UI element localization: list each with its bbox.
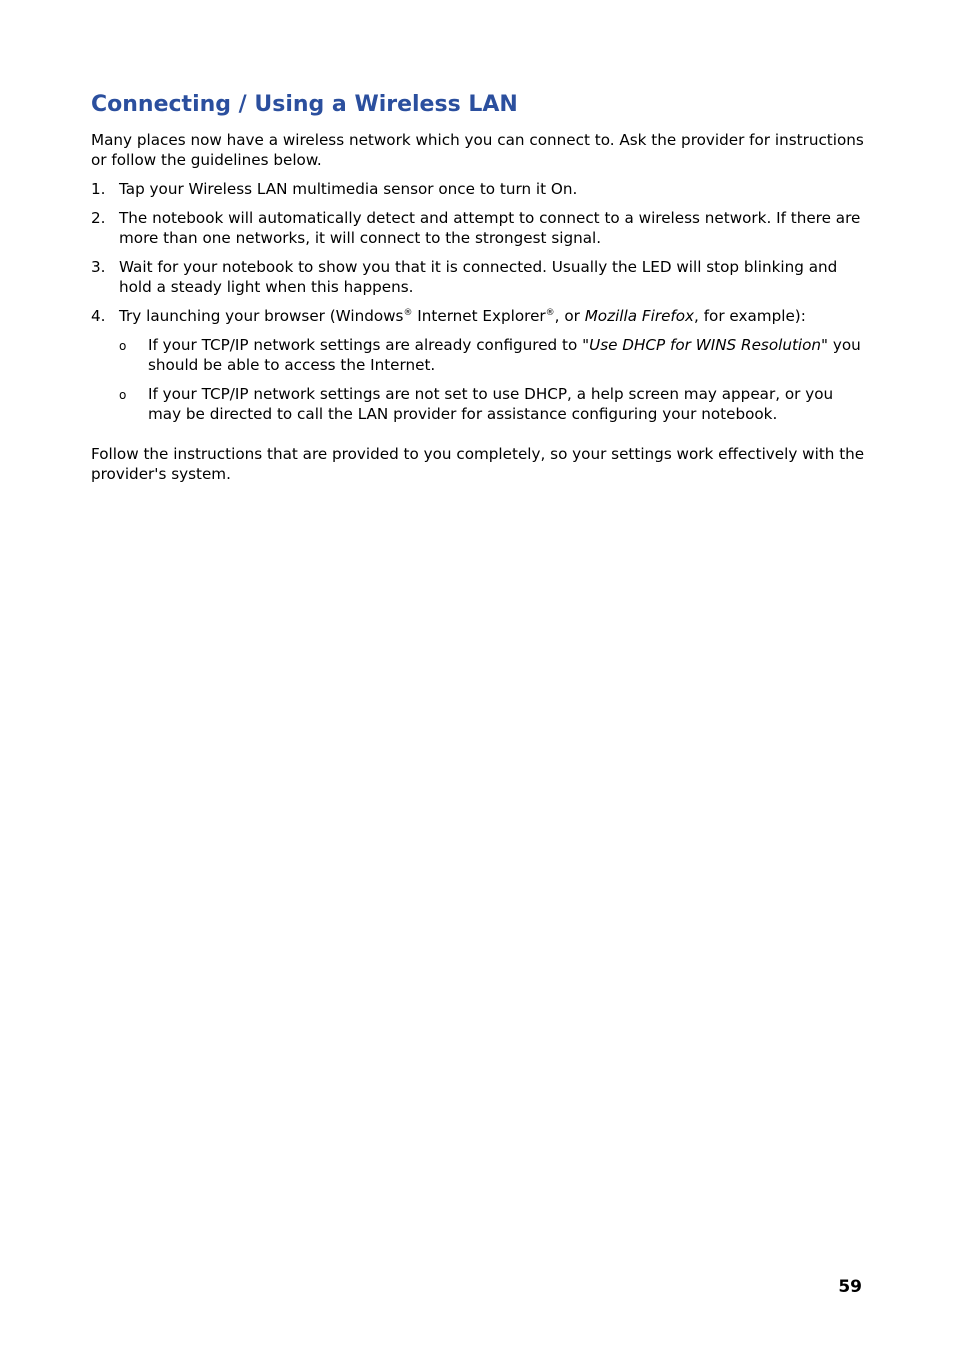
list-item-step-3 — [91, 257, 866, 297]
registered-mark: ® — [545, 307, 555, 318]
step-text: Wait for your notebook to show you that it is connected. Usually the LED will stop blinking and hold a steady light when this happens. — [119, 258, 838, 296]
steps-list — [91, 179, 866, 424]
step-number: 1. — [91, 180, 106, 198]
list-item-substep-2 — [119, 384, 866, 424]
list-item-step-1 — [91, 179, 866, 199]
step-text-part: , for example): — [694, 307, 806, 325]
list-item-step-2 — [91, 208, 866, 248]
substeps-list — [119, 335, 866, 424]
step-text-part: , or — [554, 307, 585, 325]
list-item-step-4 — [91, 306, 866, 424]
section-heading: Connecting / Using a Wireless LAN — [91, 92, 518, 117]
hollow-bullet-icon: o — [119, 388, 127, 402]
step-text — [119, 307, 806, 325]
step-number: 2. — [91, 209, 106, 227]
setting-name-emphasis: "Use DHCP for WINS Resolution" — [582, 336, 829, 354]
substep-text-part: If your TCP/IP network settings are already configured to — [148, 336, 583, 354]
page-number: 59 — [838, 1277, 862, 1297]
substep-text: If your TCP/IP network settings are not set to use DHCP, a help screen may appear, or you may be directed to call the LAN provider for assistance configuring your notebook. — [148, 385, 834, 423]
document-page — [91, 90, 866, 484]
step-number: 3. — [91, 258, 106, 276]
list-item-substep-1 — [119, 335, 866, 375]
step-text: Tap your Wireless LAN multimedia sensor once to turn it On. — [119, 180, 578, 198]
substep-text — [148, 336, 861, 374]
browser-name-emphasis: Mozilla Firefox — [584, 307, 695, 325]
step-text-part: Internet Explorer — [412, 307, 546, 325]
substep-text-part: you should be able to access the Internet. — [148, 336, 861, 374]
step-text: The notebook will automatically detect and attempt to connect to a wireless network. If there are more than one networks, it will connect to the strongest signal. — [119, 209, 861, 247]
step-number: 4. — [91, 307, 106, 325]
closing-paragraph: Follow the instructions that are provided to you completely, so your settings work effectively with the provider's system. — [91, 445, 865, 483]
step-text-part: Try launching your browser (Windows — [119, 307, 404, 325]
registered-mark: ® — [403, 307, 413, 318]
intro-paragraph: Many places now have a wireless network which you can connect to. Ask the provider for instructions or follow the guidelines below. — [91, 131, 864, 169]
hollow-bullet-icon: o — [119, 339, 127, 353]
